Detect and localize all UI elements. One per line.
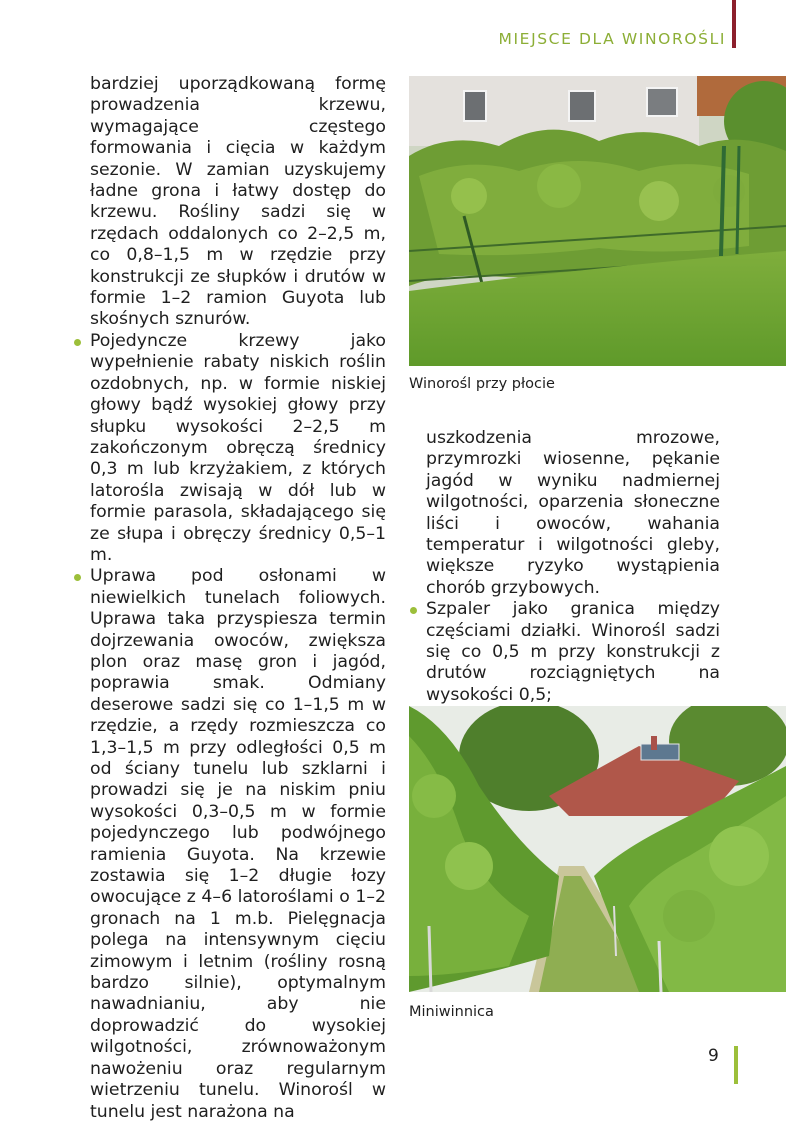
intro-paragraph: bardziej uporządkowaną formę prowadzenia krzewu, wymagające częstego formowania i cięcia w każdym sezonie. W zamian uzyskujemy ładne grona i łatwy dostęp do krzewu. Rośliny sadzi się w rzędach oddalonych co 2–2,5 m, co 0,8–1,5 m w rzędzie przy konstrukcji ze słupków i drutów w formie 1–2 ramion Guyota lub skośnych sznurów. <box>90 74 386 330</box>
footer-accent-bar <box>734 1046 738 1084</box>
bullet-item <box>426 599 720 706</box>
bullet-text: Szpaler jako granica między częściami działki. Winorośl sadzi się co 0,5 m przy konstrukcji z drutów rozciągniętych na wysokości 0,5; <box>426 599 720 705</box>
section-title: MIEJSCE DLA WINOROŚLI <box>498 30 726 48</box>
left-text-column <box>90 74 386 1123</box>
bullet-dot-icon <box>74 574 81 581</box>
vines-fence-illustration <box>409 76 786 366</box>
header-accent-bar <box>732 0 736 48</box>
page-number: 9 <box>708 1046 719 1066</box>
figure-caption: Miniwinnica <box>409 1004 494 1020</box>
bullet-dot-icon <box>74 339 81 346</box>
bullet-item <box>90 566 386 1123</box>
right-text-column <box>426 428 720 706</box>
photo-vines-by-fence <box>409 76 786 366</box>
mini-vineyard-illustration <box>409 706 786 992</box>
bullet-text: Uprawa pod osłonami w niewielkich tunelach foliowych. Uprawa taka przyspiesza termin dojrzewania owoców, zwiększa plon oraz masę gron i jagód, poprawia smak. Odmiany deserowe sadzi się co 1–1,5 m w rzędzie, a rzędy rozmieszcza co 1,3–1,5 m przy odległości 0,5 m od ściany tunelu lub szklarni i prowadzi się je na niskim pniu wysokości 0,3–0,5 m w formie pojedynczego lub podwójnego ramienia Guyota. Na krzewie zostawia się 1–2 długie łozy owocujące z 4–6 latoroślami o 1–2 gronach na 1 m.b. Pielęgnacja polega na intensywnym cięciu zimowym i letnim (rośliny rosną bardzo silnie), optymalnym nawadnianiu, aby nie doprowadzić do wysokiej wilgotności, zrównoważonym nawożeniu oraz regularnym wietrzeniu tunelu. Winorośl w tunelu jest narażona na <box>90 566 386 1122</box>
continuation-paragraph: uszkodzenia mrozowe, przymrozki wiosenne, pękanie jagód w wyniku nadmiernej wilgotności, oparzenia słoneczne liści i owoców, wahania temperatur i wilgotności gleby, większe ryzyko wystąpienia chorób grzybowych. <box>426 428 720 598</box>
figure-caption: Winorośl przy płocie <box>409 376 555 392</box>
photo-mini-vineyard <box>409 706 786 992</box>
bullet-dot-icon <box>410 607 417 614</box>
bullet-item <box>90 331 386 566</box>
bullet-text: Pojedyncze krzewy jako wypełnienie rabaty niskich roślin ozdobnych, np. w formie niskiej głowy bądź wysokiej głowy przy słupku wysokości 2–2,5 m zakończonym obręczą średnicy 0,3 m lub krzyżakiem, z których latorośla zwisają w dół lub w formie parasola, składającego się ze słupa i obręczy średnicy 0,5–1 m. <box>90 330 386 565</box>
